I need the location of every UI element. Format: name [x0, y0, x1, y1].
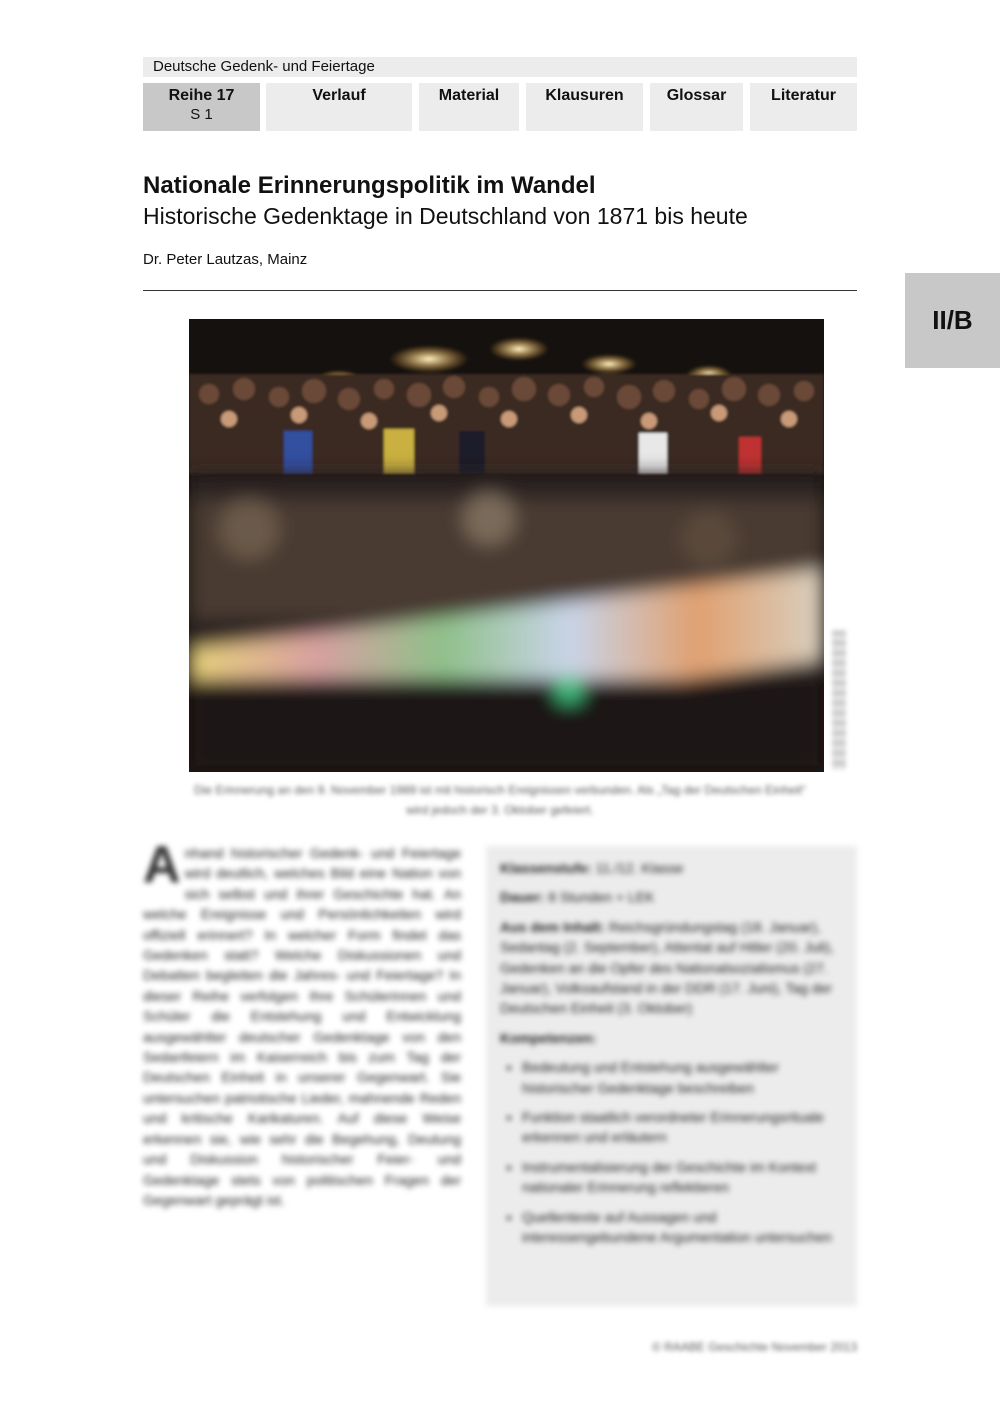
intro-text [143, 836, 461, 1210]
tab-reihe[interactable] [143, 83, 260, 131]
tab-material[interactable]: Material [419, 83, 519, 131]
tab-glossar[interactable]: Glossar [650, 83, 743, 131]
tab-reihe-page: S 1 [190, 106, 213, 123]
author-line: Dr. Peter Lautzas, Mainz [143, 251, 308, 268]
page-title: Nationale Erinnerungspolitik im Wandel [143, 172, 596, 199]
tab-literatur[interactable]: Literatur [750, 83, 857, 131]
info-kompetenzen-heading: Kompetenzen: [500, 1029, 597, 1046]
list-item: • Bedeutung und Entstehung ausgewählter historischer Gedenktage beschreiben [522, 1057, 843, 1098]
list-item: • Instrumentalisierung der Geschichte im Kontext nationaler Erinnerung reflektieren [522, 1157, 843, 1198]
photo-credit [832, 630, 846, 770]
info-kompetenzen-label [500, 1028, 843, 1048]
title-divider [143, 290, 857, 291]
list-item: • Quellentexte auf Aussagen und interessengebundene Argumentation untersuchen [522, 1207, 843, 1248]
section-tab: II/B [905, 273, 1000, 368]
info-dauer-value: 8 Stunden + LEK [548, 889, 655, 906]
tab-reihe-label: Reihe 17 [168, 87, 235, 104]
intro-dropcap: A [143, 836, 181, 894]
info-kompetenzen-list [500, 1057, 843, 1247]
photo-illustration [189, 319, 824, 772]
info-dauer-label: Dauer: [500, 889, 545, 906]
berlin-wall-photo [189, 319, 824, 772]
intro-body: nhand historischer Gedenk- und Feiertage wird deutlich, welches Bild eine Nation von sich selbst und ihrer Geschichte hat. An welche Ereignisse und Persönlichkeiten wird offiziell erinnert? In welcher Form findet das Gedenken statt? Welche Diskussionen und Debatten begleiten die Jahres- und Feiertage? In dieser Reihe verfolgen Ihre Schülerinnen und Schüler die Entstehung und Entwicklung ausgewählter deutscher Gedenktage von den Sedanfeiern im Kaiserreich bis zum Tag der Deutschen Einheit in unserer Gegenwart. Sie untersuchen patriotische Lieder, mahnende Reden und kritische Karikaturen. Auf diese Weise erkennen sie, wie sehr die Begehung, Deutung und Diskussion historischer Feier- und Gedenktage stets von politischen Fragen der Gegenwart geprägt ist. [143, 845, 461, 1208]
page-subtitle: Historische Gedenktage in Deutschland von 1871 bis heute [143, 203, 748, 229]
info-klassenstufe-label: Klassenstufe: [500, 860, 592, 876]
info-inhalt [500, 917, 843, 1019]
list-item: • Funktion staatlich verordneter Erinnerungsrituale erkennen und erläutern [522, 1107, 843, 1148]
info-inhalt-value: Reichsgründungstag (18. Januar), Sedantag (2. September), Attentat auf Hitler (20. Juli), Gedenken an die Opfer des Nationalsozialismus (27. Januar), Volksaufstand in der DDR (17. Juni), Tag der Deutschen Einheit (3. Oktober) [500, 918, 834, 1017]
footer-copyright: © RAABE Geschichte November 2013 [652, 1340, 857, 1354]
info-klassenstufe [500, 858, 843, 878]
info-box [486, 846, 857, 1306]
info-inhalt-label: Aus dem Inhalt: [500, 918, 606, 935]
info-dauer [500, 887, 843, 907]
info-klassenstufe-value: 11./12. Klasse [595, 860, 684, 876]
tab-verlauf[interactable]: Verlauf [266, 83, 412, 131]
series-bar: Deutsche Gedenk- und Feiertage [143, 57, 857, 77]
tab-klausuren[interactable]: Klausuren [526, 83, 643, 131]
photo-caption: Die Erinnerung an den 9. November 1989 ist mit historisch Ereignissen verbunden. Als „Tag der Deutschen Einheit“ wird jedoch der 3. Oktober gefeiert. [194, 783, 806, 817]
